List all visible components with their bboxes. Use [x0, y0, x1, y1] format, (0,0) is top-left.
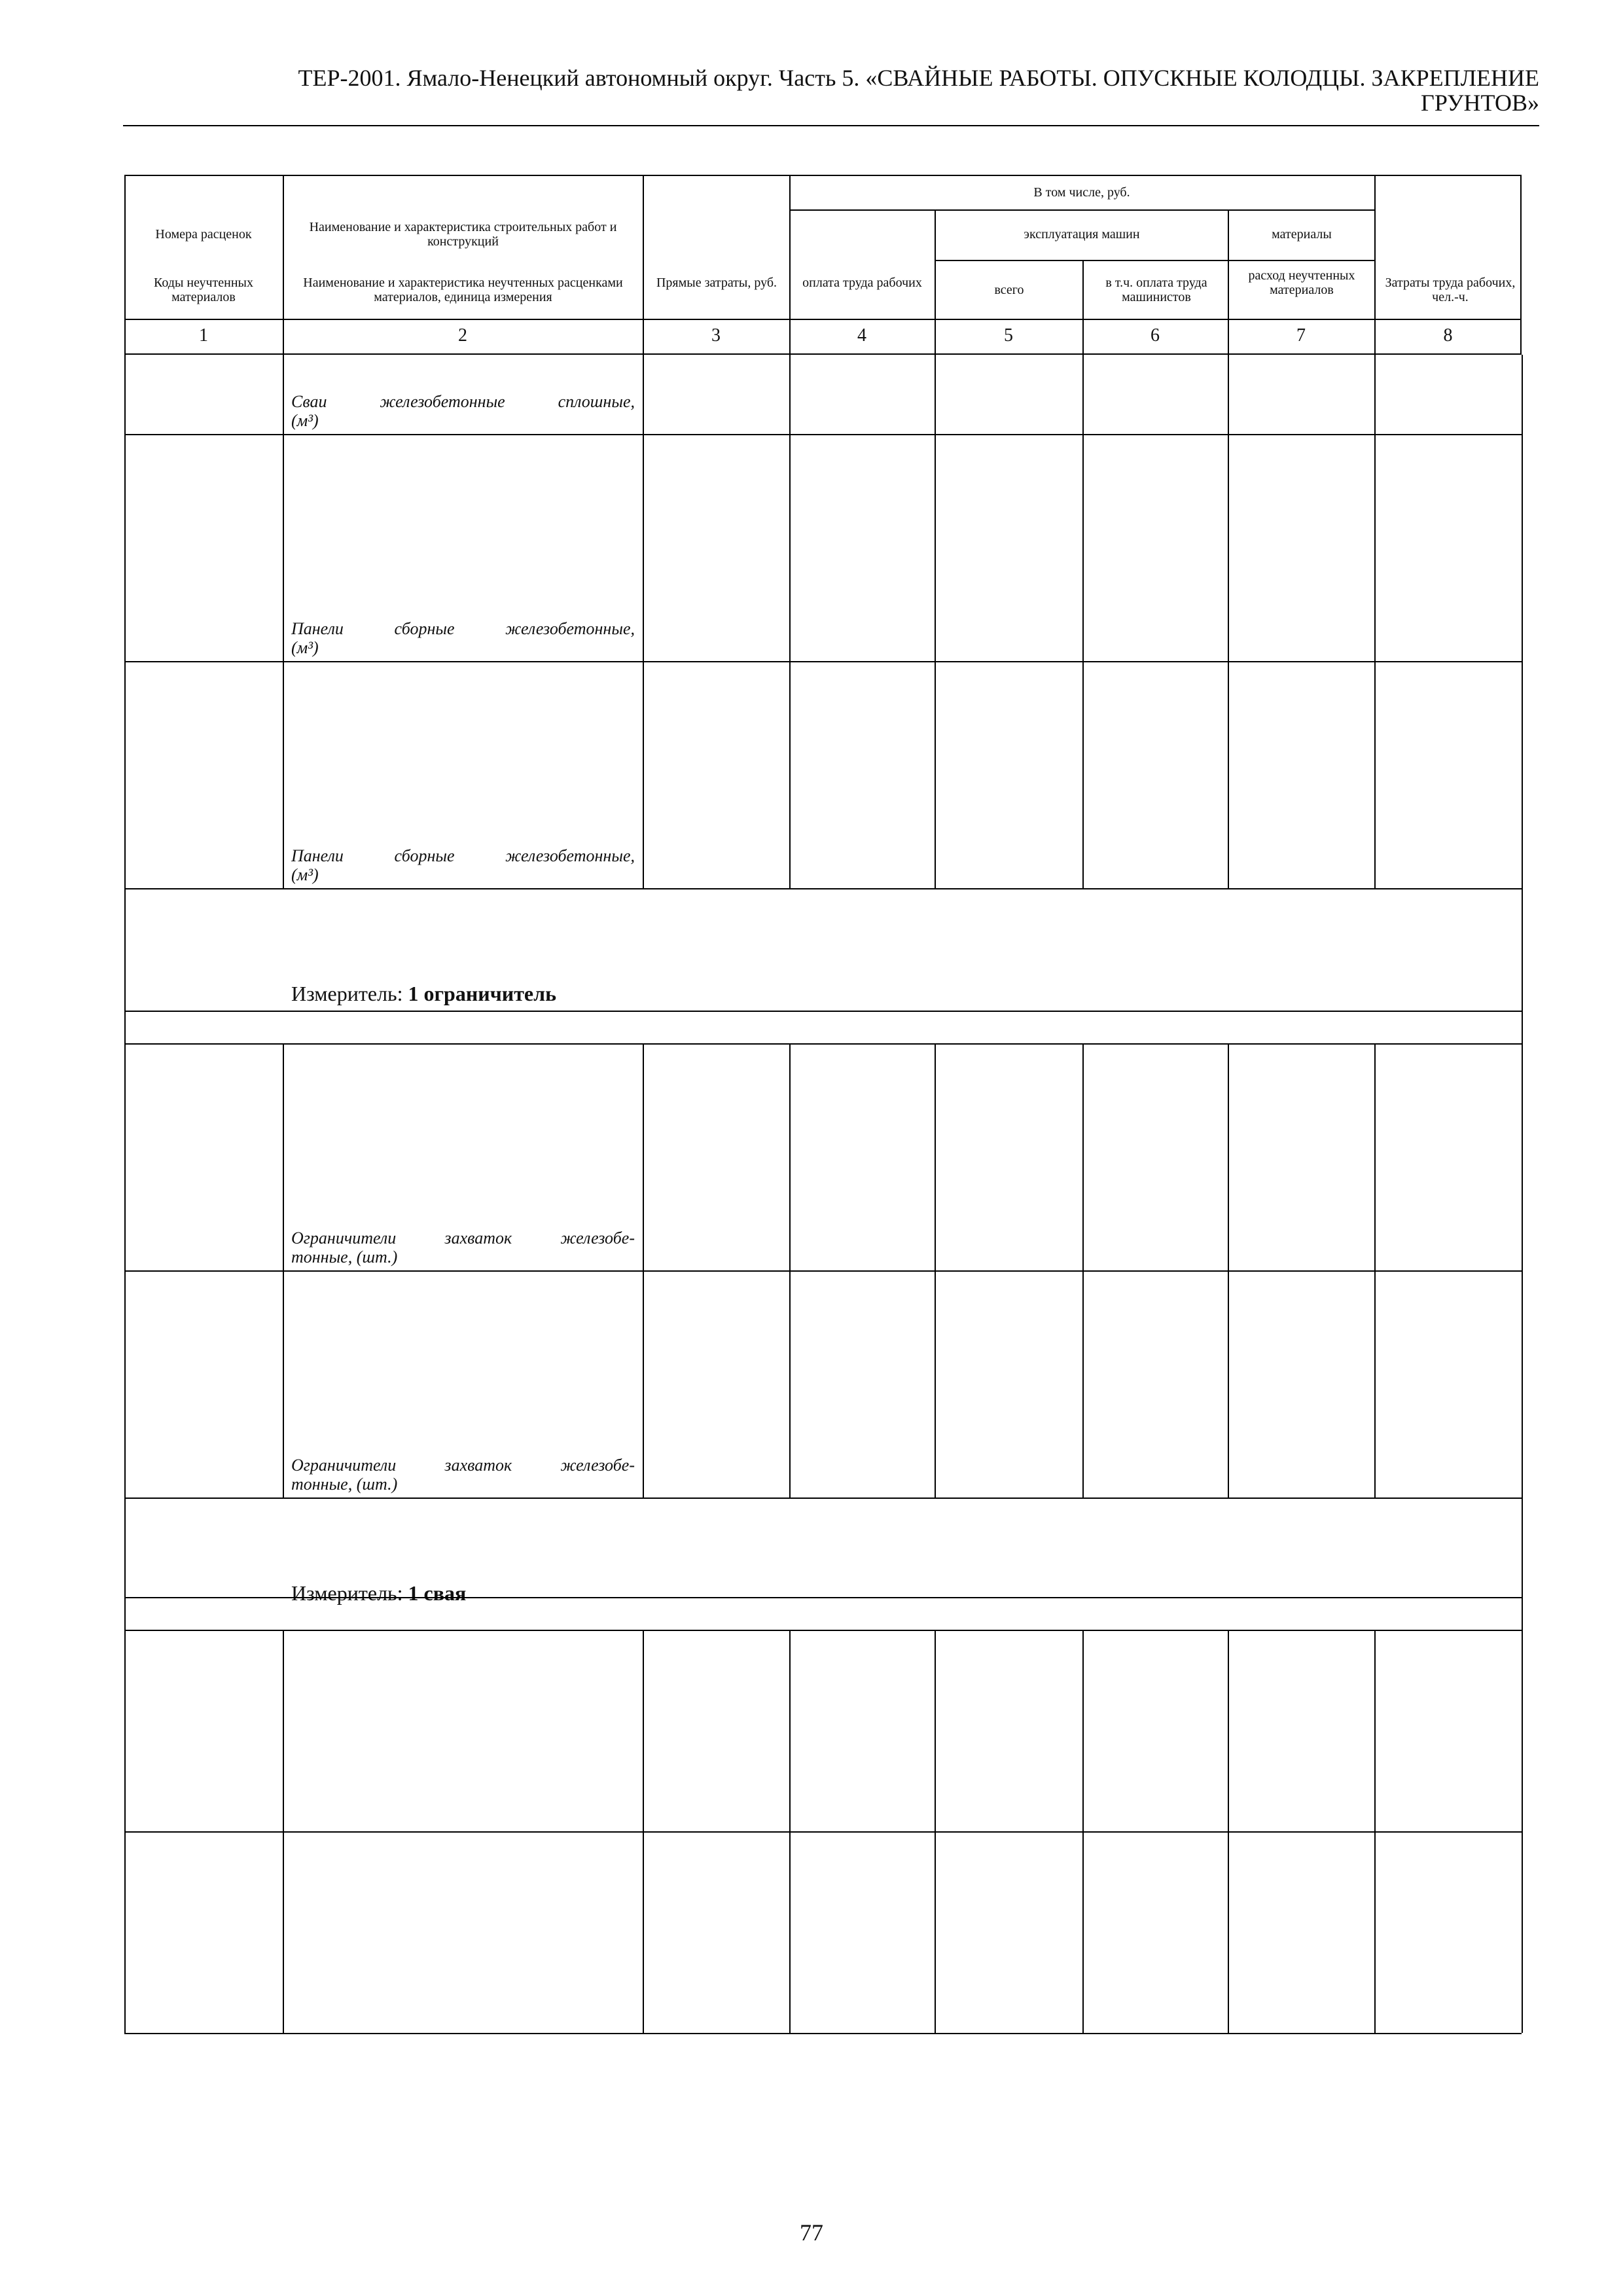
material-name-word: железобетонные,	[505, 846, 635, 865]
grid-vline	[283, 355, 284, 888]
running-header-line1: ТЕР-2001. Ямало-Ненецкий автономный округ. Часть 5. «СВАЙНЫЕ РАБОТЫ. ОПУСКНЫЕ КОЛОДЦЫ. ЗАКРЕПЛЕНИЕ	[298, 65, 1539, 91]
grid-hline	[124, 1498, 1522, 1499]
col2-header-bottom: Наименование и характеристика неучтенных расценками материалов, единица измерения	[303, 276, 623, 304]
grid-vline	[1522, 888, 1523, 1043]
col3-header: Прямые затраты, руб.	[656, 276, 777, 290]
material-name-word: захваток	[444, 1456, 512, 1475]
grid-vline	[124, 1630, 126, 2033]
header-divider	[789, 209, 1374, 211]
machines-header: эксплуатация машин	[1024, 227, 1140, 242]
material-name	[291, 1456, 635, 1494]
grid-vline	[124, 1043, 126, 1498]
grid-vline	[1228, 355, 1229, 888]
col5-header: всего	[994, 283, 1024, 297]
grid-hline	[124, 1630, 1522, 1631]
material-name-word: Сваи	[291, 392, 327, 411]
grid-hline	[124, 888, 1522, 889]
running-header	[124, 65, 1539, 115]
meter-label: Измеритель:	[291, 1581, 403, 1605]
col-number: 4	[857, 325, 866, 346]
grid-hline	[124, 661, 1522, 662]
grid-vline	[124, 1498, 126, 1630]
material-name-word: сплошные,	[558, 392, 635, 411]
grid-vline	[789, 355, 791, 888]
material-name	[291, 1229, 635, 1266]
material-name-word: Панели	[291, 846, 344, 865]
meter-value: 1 ограничитель	[408, 982, 556, 1005]
material-name	[291, 846, 635, 884]
material-name-word: Ограничители	[291, 1456, 397, 1475]
grid-vline	[1082, 1630, 1084, 2033]
table-meter	[291, 982, 556, 1006]
grid-vline	[1082, 355, 1084, 888]
grid-vline	[1374, 1043, 1376, 1498]
grid-vline	[789, 1043, 791, 1498]
grid-vline	[124, 888, 126, 1043]
material-unit: (м³)	[291, 411, 319, 430]
material-name	[291, 392, 635, 430]
grid-vline	[789, 1630, 791, 2033]
grid-vline	[1522, 1498, 1523, 1630]
header-divider	[124, 319, 1522, 320]
material-name-word: железобе-	[560, 1456, 635, 1475]
material-unit: тонные, (шт.)	[291, 1247, 398, 1266]
col-number: 1	[199, 325, 208, 346]
col-number: 6	[1150, 325, 1160, 346]
grid-hline	[124, 2033, 1522, 2034]
page-number: 77	[800, 2219, 823, 2246]
material-unit: (м³)	[291, 638, 319, 657]
running-header-line2: ГРУНТОВ»	[1421, 90, 1539, 116]
material-name-word: железобетонные	[380, 392, 505, 411]
material-name-word: сборные	[394, 619, 455, 638]
grid-vline	[935, 355, 936, 888]
grid-hline	[124, 1043, 1522, 1045]
grid-vline	[935, 1630, 936, 2033]
materials-header: материалы	[1272, 227, 1332, 242]
grid-vline	[283, 1043, 284, 1498]
grid-vline	[1228, 1630, 1229, 2033]
material-name-word: железобе-	[560, 1229, 635, 1247]
grid-vline	[1082, 1043, 1084, 1498]
grid-vline	[643, 1630, 644, 2033]
table-meter	[291, 1581, 466, 1605]
col8-header: Затраты труда рабочих, чел.-ч.	[1385, 276, 1516, 304]
header-divider	[935, 260, 1374, 261]
grid-vline	[283, 1630, 284, 2033]
col1-header-bottom: Коды неучтенных материалов	[154, 276, 253, 304]
grid-hline	[124, 1270, 1522, 1272]
header-rule	[123, 125, 1539, 126]
grid-vline	[643, 1043, 644, 1498]
grid-vline	[1522, 1630, 1523, 2033]
material-name-word: Панели	[291, 619, 344, 638]
col-number: 5	[1004, 325, 1013, 346]
grid-hline	[124, 1011, 1522, 1012]
material-name-word: Ограничители	[291, 1229, 397, 1247]
material-name-word: сборные	[394, 846, 455, 865]
col4-header: оплата труда рабочих	[802, 276, 922, 290]
material-name-word: захваток	[444, 1229, 512, 1247]
grid-vline	[1522, 1043, 1523, 1498]
material-name-word: железобетонные,	[505, 619, 635, 638]
material-name	[291, 619, 635, 657]
grid-vline	[1228, 1043, 1229, 1498]
meter-label: Измеритель:	[291, 982, 403, 1005]
grid-vline	[935, 1043, 936, 1498]
grid-vline	[643, 355, 644, 888]
col-number: 3	[711, 325, 721, 346]
grid-hline	[124, 434, 1522, 435]
incl-header: В том числе, руб.	[1033, 185, 1130, 200]
col-number: 8	[1443, 325, 1453, 346]
grid-vline	[124, 355, 126, 888]
col1-header-top: Номера расценок	[155, 227, 252, 242]
col-number: 7	[1296, 325, 1306, 346]
col-number: 2	[458, 325, 467, 346]
grid-vline	[1522, 355, 1523, 888]
material-unit: тонные, (шт.)	[291, 1475, 398, 1494]
meter-value: 1 свая	[408, 1581, 467, 1605]
grid-vline	[1374, 1630, 1376, 2033]
grid-vline	[1374, 355, 1376, 888]
grid-hline	[124, 1597, 1522, 1598]
col2-header-top: Наименование и характеристика строительных работ и конструкций	[309, 220, 617, 249]
col6-header: в т.ч. оплата труда машинистов	[1105, 276, 1207, 304]
material-unit: (м³)	[291, 865, 319, 884]
col7-header: расход неучтенных материалов	[1248, 268, 1355, 297]
grid-hline	[124, 1831, 1522, 1833]
